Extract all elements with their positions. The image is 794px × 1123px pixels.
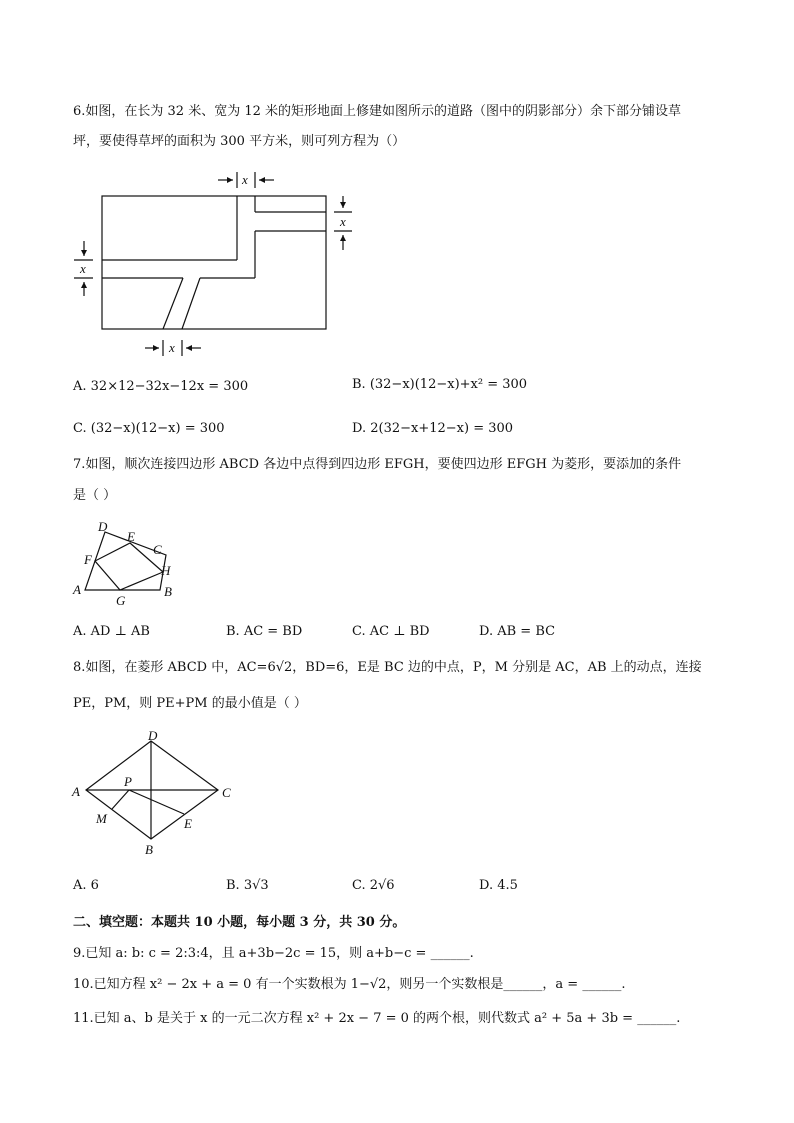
q7-label-e: E [127, 529, 135, 544]
q7-label-g: G [116, 593, 126, 608]
q8-stem-line2: PE，PM，则 PE+PM 的最小值是（ ） [73, 696, 307, 711]
q6-label-x-bottom: x [169, 340, 175, 355]
q7-label-d: D [98, 519, 108, 534]
q8-label-a: A [72, 784, 80, 799]
q9-text: 9.已知 a: b: c = 2:3:4，且 a+3b−2c = 15，则 a+b−c = ______. [73, 946, 474, 961]
q7-option-c[interactable]: C. AC ⊥ BD [352, 624, 430, 639]
q8-label-e: E [184, 816, 192, 831]
q8-label-m: M [96, 811, 107, 826]
q8-label-p: P [124, 774, 132, 789]
q8-label-d: D [148, 728, 158, 743]
q6-option-b[interactable]: B. (32−x)(12−x)+x² = 300 [352, 377, 528, 392]
q6-label-x-left: x [80, 261, 86, 276]
section-2-heading: 二、填空题：本题共 10 小题，每小题 3 分，共 30 分。 [73, 915, 406, 930]
q7-label-c: C [153, 542, 162, 557]
q8-option-b[interactable]: B. 3√3 [226, 878, 269, 893]
q10-text: 10.已知方程 x² − 2x + a = 0 有一个实数根为 1−√2，则另一个实数根是______，a = ______. [73, 977, 626, 992]
q6-option-c[interactable]: C. (32−x)(12−x) = 300 [73, 421, 225, 436]
q6-stem-line1: 6.如图，在长为 32 米、宽为 12 米的矩形地面上修建如图所示的道路（图中的阴影部分）余下部分铺设草 [73, 104, 682, 119]
q7-label-h: H [161, 563, 171, 578]
q7-label-f: F [84, 552, 92, 567]
q8-option-c[interactable]: C. 2√6 [352, 878, 395, 893]
q8-stem-line1: 8.如图，在菱形 ABCD 中，AC=6√2，BD=6，E是 BC 边的中点，P，M 分别是 AC，AB 上的动点，连接 [73, 660, 702, 675]
q7-option-b[interactable]: B. AC = BD [226, 624, 303, 639]
q6-option-d[interactable]: D. 2(32−x+12−x) = 300 [352, 421, 514, 436]
q7-option-d[interactable]: D. AB = BC [479, 624, 556, 639]
q7-label-b: B [164, 584, 172, 599]
q6-label-x-right: x [340, 214, 346, 229]
q6-label-x-top: x [242, 172, 248, 187]
q6-option-a[interactable]: A. 32×12−32x−12x = 300 [73, 379, 249, 394]
q7-stem-line1: 7.如图，顺次连接四边形 ABCD 各边中点得到四边形 EFGH，要使四边形 EFGH 为菱形，要添加的条件 [73, 457, 682, 472]
q7-label-a: A [73, 582, 81, 597]
q11-text: 11.已知 a、b 是关于 x 的一元二次方程 x² + 2x − 7 = 0 的两个根，则代数式 a² + 5a + 3b = ______. [73, 1011, 681, 1026]
q8-option-a[interactable]: A. 6 [73, 878, 99, 893]
q8-label-b: B [145, 842, 153, 857]
q8-option-d[interactable]: D. 4.5 [479, 878, 518, 893]
q8-label-c: C [222, 785, 231, 800]
q6-stem-line2: 坪，要使得草坪的面积为 300 平方米，则可列方程为（） [73, 134, 406, 149]
q7-stem-line2: 是（ ） [73, 488, 117, 503]
q7-option-a[interactable]: A. AD ⊥ AB [73, 624, 150, 639]
